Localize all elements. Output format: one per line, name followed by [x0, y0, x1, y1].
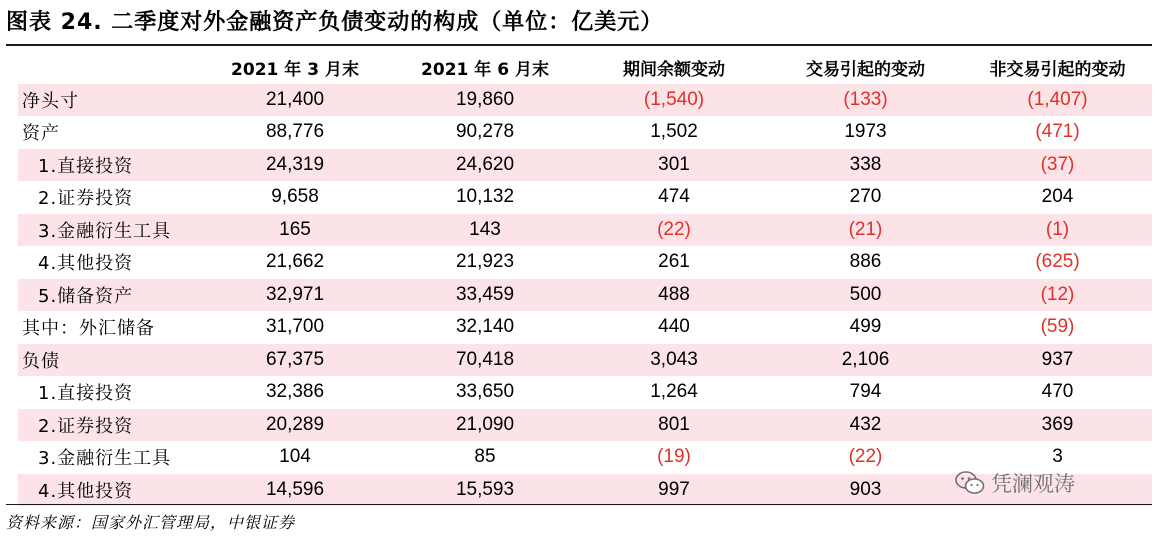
table-cell: 14,596: [200, 474, 390, 507]
table-row: [18, 84, 1152, 117]
table-row: [18, 246, 1152, 279]
row-label: 2.证券投资: [38, 188, 134, 210]
table-cell: 32,386: [265, 381, 325, 403]
table-cell: 270: [849, 186, 882, 208]
row-label: 其中：外汇储备: [22, 318, 155, 340]
table-row: [18, 409, 1152, 442]
table-cell: 143: [390, 214, 580, 247]
table-cell: (22): [580, 214, 768, 247]
table-cell: 499: [849, 316, 882, 338]
data-table: [18, 51, 1152, 506]
table-cell: 85: [474, 446, 496, 468]
table-cell: 21,400: [200, 84, 390, 117]
table-cell: 440: [658, 316, 690, 338]
table-cell: 903: [768, 474, 963, 507]
table-cell: 801: [580, 409, 768, 442]
table-cell: (37): [963, 149, 1152, 182]
table-cell: 88,776: [265, 121, 325, 143]
table-cell: 301: [580, 149, 768, 182]
table-cell: 33,650: [455, 381, 515, 403]
table-cell: (21): [768, 214, 963, 247]
table-cell: 21,090: [390, 409, 580, 442]
table-cell: 338: [768, 149, 963, 182]
wechat-icon: [955, 470, 985, 496]
table-cell: 3,043: [580, 344, 768, 377]
column-header: 交易引起的变动: [806, 59, 925, 80]
header-row: [18, 51, 1152, 84]
table-cell: 33,459: [390, 279, 580, 312]
row-label: 1.直接投资: [38, 383, 134, 405]
table-cell: 474: [658, 186, 690, 208]
column-header: 非交易引起的变动: [989, 59, 1126, 80]
row-label: 3.金融衍生工具: [38, 448, 172, 470]
row-label: 1.直接投资: [18, 149, 200, 182]
table-cell: 21,662: [265, 251, 325, 273]
table-cell: 2,106: [768, 344, 963, 377]
table-cell: 3: [1052, 446, 1063, 468]
table-row: [18, 181, 1152, 214]
table-title: 图表 24. 二季度对外金融资产负债变动的构成（单位：亿美元）: [6, 10, 664, 35]
table-cell: 1973: [844, 121, 887, 143]
table-cell: 500: [768, 279, 963, 312]
table-cell: 20,289: [200, 409, 390, 442]
table-cell: 261: [658, 251, 690, 273]
table-cell: 19,860: [390, 84, 580, 117]
table-cell: 165: [200, 214, 390, 247]
table-row: [18, 149, 1152, 182]
table-cell: (625): [1035, 251, 1080, 273]
table-cell: (1): [963, 214, 1152, 247]
table-cell: 24,319: [200, 149, 390, 182]
table-cell: 794: [849, 381, 882, 403]
table-cell: 24,620: [390, 149, 580, 182]
table-cell: (12): [963, 279, 1152, 312]
row-label: 资产: [22, 123, 60, 145]
table-cell: 1,502: [650, 121, 698, 143]
row-label: 4.其他投资: [38, 253, 134, 275]
top-rule: [6, 44, 1152, 46]
table-cell: 369: [963, 409, 1152, 442]
watermark-text: 凭澜观涛: [991, 472, 1075, 496]
column-header: 2021 年 3 月末: [231, 59, 359, 80]
table-cell: 32,971: [200, 279, 390, 312]
table-row: [18, 279, 1152, 312]
table-row: [18, 376, 1152, 409]
table-cell: (133): [768, 84, 963, 117]
table-cell: 886: [849, 251, 882, 273]
column-header: [18, 51, 200, 84]
table-row: [18, 344, 1152, 377]
table-row: [18, 311, 1152, 344]
table-cell: (19): [657, 446, 691, 468]
table-cell: 31,700: [265, 316, 325, 338]
table-cell: 9,658: [271, 186, 319, 208]
table-cell: 470: [1041, 381, 1074, 403]
table-cell: 432: [768, 409, 963, 442]
table-cell: (471): [1035, 121, 1080, 143]
row-label: 5.储备资产: [18, 279, 200, 312]
row-label: 净头寸: [18, 84, 200, 117]
table-cell: 937: [963, 344, 1152, 377]
table-row: [18, 116, 1152, 149]
table-cell: 204: [1041, 186, 1074, 208]
row-label: 4.其他投资: [18, 474, 200, 507]
table-cell: 1,264: [650, 381, 698, 403]
row-label: 2.证券投资: [18, 409, 200, 442]
table-cell: 488: [580, 279, 768, 312]
table-cell: 10,132: [455, 186, 515, 208]
table-cell: 67,375: [200, 344, 390, 377]
table-cell: (59): [1040, 316, 1075, 338]
bottom-rule: [6, 504, 1152, 505]
source-note: 资料来源：国家外汇管理局，中银证券: [6, 513, 296, 532]
table-cell: (1,540): [580, 84, 768, 117]
table-cell: 997: [580, 474, 768, 507]
table-cell: (22): [848, 446, 883, 468]
table-row: [18, 214, 1152, 247]
table-cell: (1,407): [963, 84, 1152, 117]
table-cell: 21,923: [455, 251, 515, 273]
column-header: 期间余额变动: [623, 59, 725, 80]
table-cell: 32,140: [455, 316, 515, 338]
watermark: [955, 468, 1075, 498]
row-label: 负债: [18, 344, 200, 377]
table-cell: 15,593: [390, 474, 580, 507]
table-cell: 90,278: [455, 121, 515, 143]
column-header: 2021 年 6 月末: [421, 59, 549, 80]
row-label: 3.金融衍生工具: [18, 214, 200, 247]
table-cell: 104: [279, 446, 311, 468]
table-cell: 70,418: [390, 344, 580, 377]
